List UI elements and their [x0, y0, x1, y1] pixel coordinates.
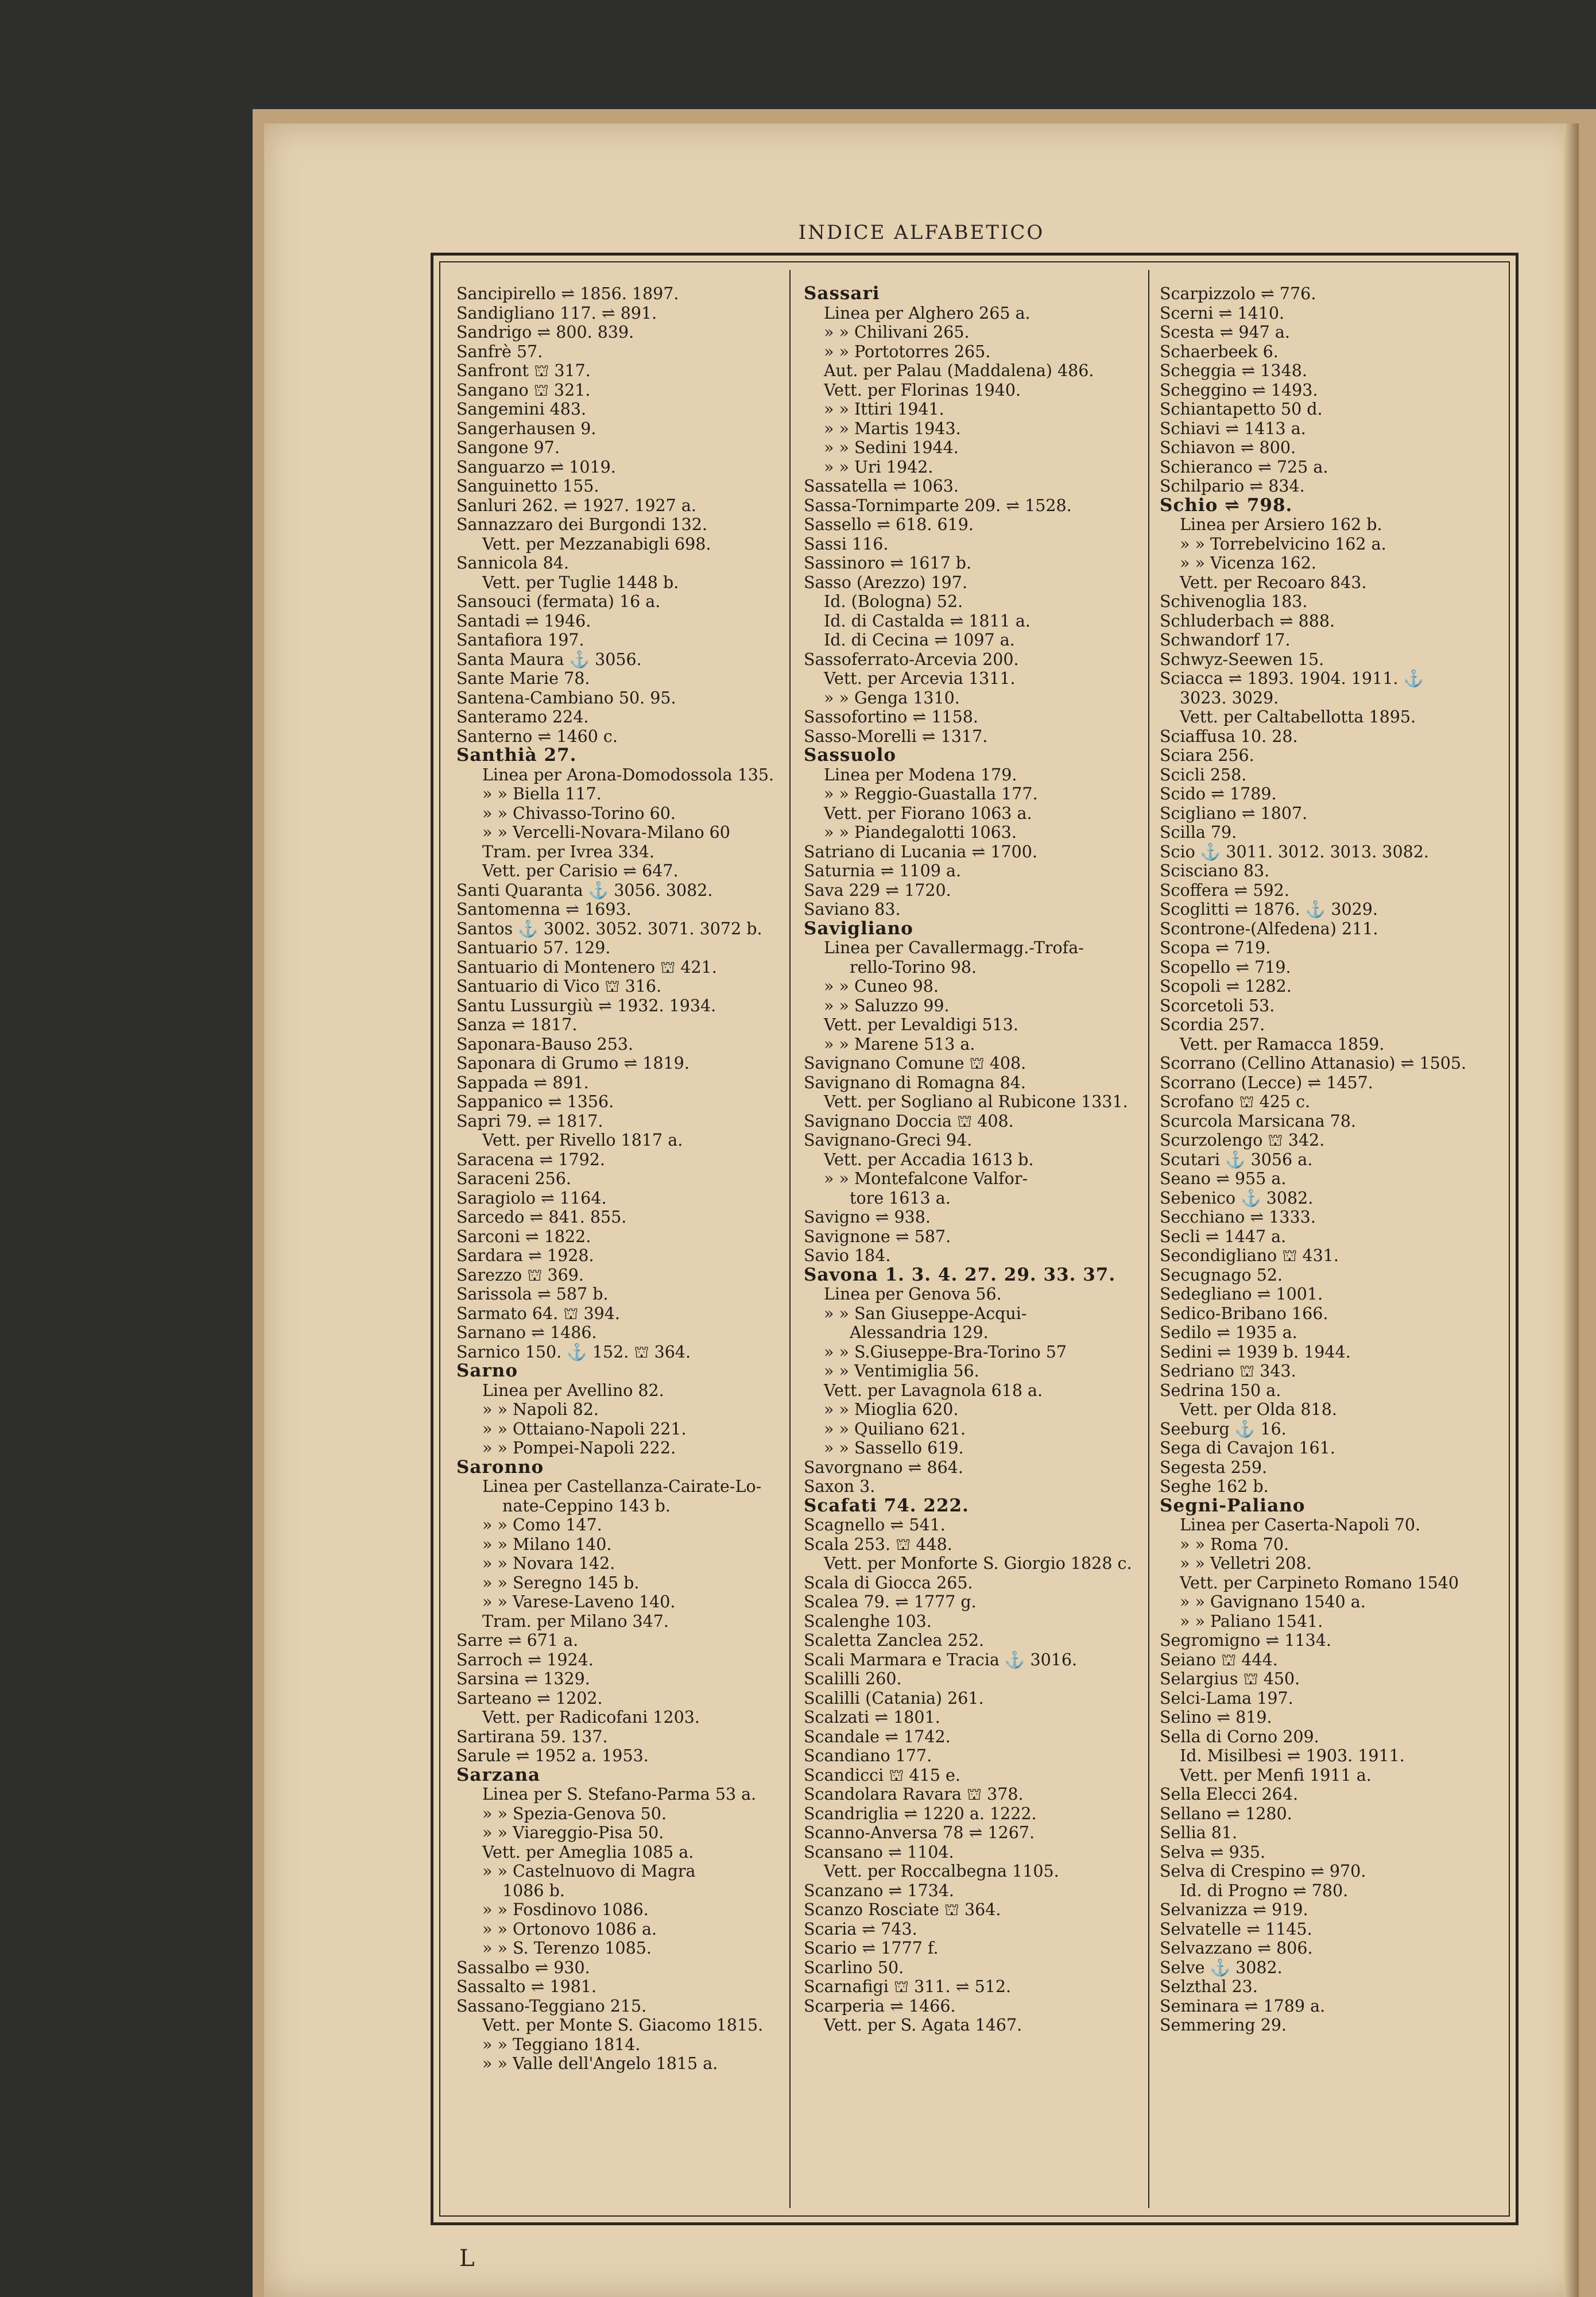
index-heading: Segni-Paliano	[1160, 1495, 1306, 1516]
index-entry: » » Cuneo 98.	[824, 977, 939, 996]
index-entry: Scalea 79. ⇌ 1777 g.	[804, 1592, 977, 1611]
index-entry: » » Ortonovo 1086 a.	[482, 1919, 657, 1939]
index-entry: Sella di Corno 209.	[1160, 1727, 1319, 1746]
index-entry: Id. di Progno ⇌ 780.	[1180, 1881, 1349, 1900]
index-entry: Schwyz-Seewen 15.	[1160, 649, 1324, 669]
index-entry: Seghe 162 b.	[1160, 1477, 1269, 1496]
index-entry: » » Velletri 208.	[1180, 1554, 1312, 1573]
index-entry: Vett. per Tuglie 1448 b.	[482, 573, 679, 592]
index-entry: Scorrano (Cellino Attanasio) ⇌ 1505.	[1160, 1054, 1467, 1073]
index-entry: Schiavon ⇌ 800.	[1160, 438, 1296, 457]
index-entry: Vett. per Accadia 1613 b.	[824, 1150, 1034, 1169]
index-entry: Santa Maura ⚓ 3056.	[456, 649, 642, 669]
index-entry: Sarcedo ⇌ 841. 855.	[456, 1208, 627, 1227]
index-entry: Sangone 97.	[456, 438, 560, 457]
index-entry: Vett. per Recoaro 843.	[1180, 573, 1367, 592]
index-entry: Savigno ⇌ 938.	[804, 1208, 931, 1227]
page-header: INDICE ALFABETICO	[798, 221, 1045, 244]
index-entry: Sarsina ⇌ 1329.	[456, 1669, 590, 1688]
index-entry: Sapri 79. ⇌ 1817.	[456, 1111, 603, 1131]
index-entry: Schivenoglia 183.	[1160, 592, 1308, 611]
index-entry: Sellia 81.	[1160, 1823, 1238, 1842]
index-entry: » » Vicenza 162.	[1180, 554, 1316, 573]
index-entry: Vett. per Menfi 1911 a.	[1180, 1765, 1372, 1785]
index-entry: Vett. per Ameglia 1085 a.	[482, 1842, 694, 1862]
index-entry: Sarissola ⇌ 587 b.	[456, 1285, 609, 1304]
index-entry: » » S. Terenzo 1085.	[482, 1939, 652, 1958]
index-entry: Vett. per Arcevia 1311.	[824, 669, 1016, 688]
index-entry: Sanfrè 57.	[456, 342, 543, 361]
index-entry: » » Seregno 145 b.	[482, 1573, 640, 1592]
index-entry: Savio 184.	[804, 1246, 891, 1265]
column-rule	[1148, 270, 1149, 2208]
index-column-2	[804, 284, 1145, 2205]
index-entry: » » Paliano 1541.	[1180, 1611, 1323, 1631]
index-entry: Scaletta Zanclea 252.	[804, 1631, 985, 1650]
index-entry: » » Fosdinovo 1086.	[482, 1900, 649, 1919]
index-entry: Scorrano (Lecce) ⇌ 1457.	[1160, 1073, 1373, 1092]
index-entry: Vett. per Levaldigi 513.	[824, 1015, 1018, 1034]
index-entry: Saponara di Grumo ⇌ 1819.	[456, 1054, 689, 1073]
index-entry: » » Gavignano 1540 a.	[1180, 1592, 1366, 1611]
index-entry: Saracena ⇌ 1792.	[456, 1150, 605, 1169]
index-entry: Sassinoro ⇌ 1617 b.	[804, 554, 972, 573]
page-spine	[1564, 123, 1579, 2297]
index-entry: Sappada ⇌ 891.	[456, 1073, 589, 1092]
index-entry: Santuario di Vico ⛫ 316.	[456, 977, 662, 996]
index-entry: Sebenico ⚓ 3082.	[1160, 1188, 1314, 1208]
index-entry: Selci-Lama 197.	[1160, 1688, 1293, 1708]
index-entry: Scerni ⇌ 1410.	[1160, 303, 1285, 323]
index-entry: Secchiano ⇌ 1333.	[1160, 1208, 1316, 1227]
index-entry: Id. di Castalda ⇌ 1811 a.	[824, 611, 1031, 631]
index-entry: Vett. per Caltabellotta 1895.	[1180, 707, 1416, 726]
index-entry: Vett. per Sogliano al Rubicone 1331.	[824, 1092, 1128, 1111]
index-entry: Vett. per Rivello 1817 a.	[482, 1131, 683, 1150]
index-entry: Sella Elecci 264.	[1160, 1785, 1299, 1804]
index-entry: Scesta ⇌ 947 a.	[1160, 323, 1290, 342]
index-entry: Vett. per Monte S. Giacomo 1815.	[482, 2016, 764, 2035]
index-entry: » » Teggiano 1814.	[482, 2035, 641, 2054]
index-entry: Id. (Bologna) 52.	[824, 592, 963, 611]
index-entry: » » Saluzzo 99.	[824, 996, 950, 1015]
index-entry: tore 1613 a.	[850, 1188, 951, 1208]
index-entry: » » Napoli 82.	[482, 1400, 599, 1419]
index-entry: » » Viareggio-Pisa 50.	[482, 1823, 664, 1842]
index-entry: Sanfront ⛫ 317.	[456, 361, 591, 380]
index-entry: Sannazzaro dei Burgondi 132.	[456, 515, 707, 534]
index-column-1	[456, 284, 787, 2205]
index-entry: Sante Marie 78.	[456, 669, 590, 688]
index-entry: Scido ⇌ 1789.	[1160, 784, 1277, 803]
index-entry: Vett. per Monforte S. Giorgio 1828 c.	[824, 1554, 1132, 1573]
index-heading: Sassuolo	[804, 745, 897, 765]
index-entry: Sandrigo ⇌ 800. 839.	[456, 323, 634, 342]
index-entry: Selino ⇌ 819.	[1160, 1708, 1272, 1727]
index-entry: » » Biella 117.	[482, 784, 602, 803]
index-entry: » » Como 147.	[482, 1515, 602, 1534]
index-entry: Selvatelle ⇌ 1145.	[1160, 1919, 1312, 1939]
index-entry: Sangano ⛫ 321.	[456, 380, 591, 400]
index-entry: Sangemini 483.	[456, 400, 587, 419]
index-entry: » » Roma 70.	[1180, 1534, 1289, 1554]
index-entry: Sarule ⇌ 1952 a. 1953.	[456, 1746, 649, 1765]
index-entry: Tram. per Ivrea 334.	[482, 842, 654, 861]
index-heading: Sarno	[456, 1360, 518, 1381]
index-entry: Sassello ⇌ 618. 619.	[804, 515, 974, 534]
index-entry: Selargius ⛫ 450.	[1160, 1669, 1300, 1688]
index-entry: Scurcola Marsicana 78.	[1160, 1111, 1356, 1131]
index-entry: Selzthal 23.	[1160, 1977, 1258, 1996]
index-entry: » » Quiliano 621.	[824, 1419, 966, 1438]
index-entry: 1086 b.	[502, 1881, 565, 1900]
index-entry: Savorgnano ⇌ 864.	[804, 1457, 963, 1477]
index-entry: Sarmato 64. ⛫ 394.	[456, 1304, 620, 1323]
index-entry: Santerno ⇌ 1460 c.	[456, 726, 618, 746]
index-entry: Santu Lussurgiù ⇌ 1932. 1934.	[456, 996, 716, 1015]
index-entry: » » Mioglia 620.	[824, 1400, 959, 1419]
index-entry: Linea per Cavallermagg.-Trofa-	[824, 938, 1084, 957]
index-entry: Selvazzano ⇌ 806.	[1160, 1939, 1313, 1958]
index-entry: Scalenghe 103.	[804, 1611, 932, 1631]
index-entry: Schluderbach ⇌ 888.	[1160, 611, 1335, 631]
index-entry: Linea per S. Stefano-Parma 53 a.	[482, 1785, 757, 1804]
index-entry: Schwandorf 17.	[1160, 631, 1291, 649]
index-entry: Scheggino ⇌ 1493.	[1160, 380, 1318, 400]
index-entry: Linea per Genova 56.	[824, 1285, 1002, 1304]
index-entry: Sarconi ⇌ 1822.	[456, 1227, 591, 1246]
index-entry: Santena-Cambiano 50. 95.	[456, 688, 676, 707]
index-entry: Secondigliano ⛫ 431.	[1160, 1246, 1339, 1265]
index-entry: Aut. per Palau (Maddalena) 486.	[824, 361, 1094, 380]
index-heading: Savigliano	[804, 918, 913, 939]
index-entry: Santos ⚓ 3002. 3052. 3071. 3072 b.	[456, 919, 762, 938]
index-entry: Sannicola 84.	[456, 554, 569, 573]
index-entry: Sedrina 150 a.	[1160, 1380, 1281, 1400]
index-entry: Schiantapetto 50 d.	[1160, 400, 1323, 419]
index-entry: » » Chivasso-Torino 60.	[482, 803, 676, 823]
index-entry: Tram. per Milano 347.	[482, 1611, 669, 1631]
index-entry: Vett. per Florinas 1940.	[824, 380, 1021, 400]
index-entry: Sellano ⇌ 1280.	[1160, 1804, 1292, 1823]
column-rule	[789, 270, 791, 2208]
index-entry: Saxon 3.	[804, 1477, 876, 1496]
index-entry: » » Piandegalotti 1063.	[824, 823, 1017, 842]
index-heading: Santhià 27.	[456, 745, 577, 765]
index-entry: Scandolara Ravara ⛫ 378.	[804, 1785, 1024, 1804]
index-entry: Sancipirello ⇌ 1856. 1897.	[456, 284, 679, 303]
index-entry: Scandriglia ⇌ 1220 a. 1222.	[804, 1804, 1037, 1823]
index-entry: Sassano-Teggiano 215.	[456, 1996, 647, 2016]
index-entry: Sedilo ⇌ 1935 a.	[1160, 1323, 1297, 1342]
index-entry: Segesta 259.	[1160, 1457, 1268, 1477]
index-entry: Sassofortino ⇌ 1158.	[804, 707, 978, 726]
index-entry: Sasso-Morelli ⇌ 1317.	[804, 726, 988, 746]
index-entry: » » Sassello 619.	[824, 1438, 964, 1457]
index-entry: Vett. per Carpineto Romano 1540	[1180, 1573, 1459, 1592]
index-entry: Scario ⇌ 1777 f.	[804, 1939, 939, 1958]
index-entry: nate-Ceppino 143 b.	[502, 1496, 671, 1515]
index-entry: Sedico-Bribano 166.	[1160, 1304, 1328, 1323]
index-entry: Scanzano ⇌ 1734.	[804, 1881, 954, 1900]
index-entry: Saraceni 256.	[456, 1169, 571, 1188]
index-entry: » » Spezia-Genova 50.	[482, 1804, 667, 1823]
index-entry: Scio ⚓ 3011. 3012. 3013. 3082.	[1160, 842, 1429, 861]
index-entry: Sarnano ⇌ 1486.	[456, 1323, 597, 1342]
index-entry: Sedegliano ⇌ 1001.	[1160, 1285, 1323, 1304]
index-entry: Santafiora 197.	[456, 631, 584, 649]
index-entry: Sartirana 59. 137.	[456, 1727, 608, 1746]
index-entry: Seiano ⛫ 444.	[1160, 1650, 1278, 1669]
index-entry: Scandiano 177.	[804, 1746, 932, 1765]
index-entry: Sassoferrato-Arcevia 200.	[804, 649, 1019, 669]
index-entry: Alessandria 129.	[850, 1323, 989, 1342]
index-entry: Seano ⇌ 955 a.	[1160, 1169, 1287, 1188]
index-entry: Scala 253. ⛫ 448.	[804, 1534, 952, 1554]
index-entry: Linea per Alghero 265 a.	[824, 303, 1031, 323]
index-entry: Vett. per Ramacca 1859.	[1180, 1034, 1385, 1054]
index-entry: Santadi ⇌ 1946.	[456, 611, 591, 631]
index-heading: Sarzana	[456, 1764, 541, 1785]
index-entry: Sandigliano 117. ⇌ 891.	[456, 303, 657, 323]
index-entry: Scansano ⇌ 1104.	[804, 1842, 954, 1862]
index-entry: » » Castelnuovo di Magra	[482, 1862, 696, 1881]
index-entry: Scontrone-(Alfedena) 211.	[1160, 919, 1378, 938]
index-entry: » » Ventimiglia 56.	[824, 1362, 979, 1380]
index-heading: Saronno	[456, 1456, 544, 1478]
index-entry: Sansouci (fermata) 16 a.	[456, 592, 661, 611]
index-entry: » » Chilivani 265.	[824, 323, 970, 342]
index-entry: Scurzolengo ⛫ 342.	[1160, 1131, 1325, 1150]
index-entry: Scopoli ⇌ 1282.	[1160, 977, 1292, 996]
index-entry: Schilpario ⇌ 834.	[1160, 477, 1305, 496]
index-entry: Selva ⇌ 935.	[1160, 1842, 1266, 1862]
index-entry: » » Novara 142.	[482, 1554, 615, 1573]
index-entry: Sarnico 150. ⚓ 152. ⛫ 364.	[456, 1342, 691, 1362]
index-entry: Scrofano ⛫ 425 c.	[1160, 1092, 1311, 1111]
index-entry: Scicli 258.	[1160, 765, 1247, 784]
index-entry: Scarperia ⇌ 1466.	[804, 1996, 956, 2016]
index-entry: Vett. per Radicofani 1203.	[482, 1708, 700, 1727]
index-entry: » » Genga 1310.	[824, 688, 960, 707]
index-entry: Scali Marmara e Tracia ⚓ 3016.	[804, 1650, 1078, 1669]
index-entry: » » Valle dell'Angelo 1815 a.	[482, 2054, 718, 2073]
index-entry: Linea per Arsiero 162 b.	[1180, 515, 1382, 534]
index-entry: Scarnafigi ⛫ 311. ⇌ 512.	[804, 1977, 1012, 1996]
index-entry: Scoffera ⇌ 592.	[1160, 880, 1289, 900]
index-entry: Savignano-Greci 94.	[804, 1131, 973, 1150]
index-entry: Seeburg ⚓ 16.	[1160, 1419, 1287, 1438]
index-entry: Linea per Modena 179.	[824, 765, 1017, 784]
index-entry: Scarpizzolo ⇌ 776.	[1160, 284, 1316, 303]
index-entry: Linea per Caserta-Napoli 70.	[1180, 1515, 1421, 1534]
index-entry: Schaerbeek 6.	[1160, 342, 1279, 361]
index-entry: Linea per Castellanza-Cairate-Lo-	[482, 1477, 762, 1496]
index-entry: Sciaffusa 10. 28.	[1160, 726, 1298, 746]
index-entry: » » Montefalcone Valfor-	[824, 1169, 1028, 1188]
index-entry: Id. di Cecina ⇌ 1097 a.	[824, 631, 1015, 649]
index-entry: Sedriano ⛫ 343.	[1160, 1362, 1296, 1380]
index-entry: Sassatella ⇌ 1063.	[804, 477, 959, 496]
index-entry: Sarezzo ⛫ 369.	[456, 1265, 584, 1285]
index-entry: Scanno-Anversa 78 ⇌ 1267.	[804, 1823, 1035, 1842]
index-entry: Segromigno ⇌ 1134.	[1160, 1631, 1331, 1650]
index-entry: Savignano Comune ⛫ 408.	[804, 1054, 1026, 1073]
index-entry: Vett. per Mezzanabigli 698.	[482, 534, 711, 554]
index-entry: Semmering 29.	[1160, 2016, 1287, 2035]
page	[264, 123, 1579, 2297]
index-entry: Scandicci ⛫ 415 e.	[804, 1765, 960, 1785]
index-entry: » » Torrebelvicino 162 a.	[1180, 534, 1386, 554]
index-entry: » » Pompei-Napoli 222.	[482, 1438, 676, 1457]
index-entry: Sasso (Arezzo) 197.	[804, 573, 967, 592]
index-entry: Secli ⇌ 1447 a.	[1160, 1227, 1287, 1246]
index-heading: Scafati 74. 222.	[804, 1495, 969, 1516]
index-entry: Sappanico ⇌ 1356.	[456, 1092, 614, 1111]
index-entry: Sciacca ⇌ 1893. 1904. 1911. ⚓	[1160, 669, 1424, 688]
index-entry: » » Ittiri 1941.	[824, 400, 944, 419]
index-column-3	[1160, 284, 1507, 2205]
index-entry: Scalzati ⇌ 1801.	[804, 1708, 940, 1727]
index-entry: » » Portotorres 265.	[824, 342, 991, 361]
index-entry: Scarlino 50.	[804, 1958, 904, 1977]
index-entry: Scagnello ⇌ 541.	[804, 1515, 946, 1534]
index-entry: Sanza ⇌ 1817.	[456, 1015, 578, 1034]
index-entry: » » Varese-Laveno 140.	[482, 1592, 676, 1611]
index-entry: Savignone ⇌ 587.	[804, 1227, 951, 1246]
index-entry: Scigliano ⇌ 1807.	[1160, 803, 1308, 823]
index-entry: Savignano di Romagna 84.	[804, 1073, 1026, 1092]
index-entry: Sava 229 ⇌ 1720.	[804, 880, 951, 900]
index-entry: » » Milano 140.	[482, 1534, 612, 1554]
index-entry: Santi Quaranta ⚓ 3056. 3082.	[456, 880, 713, 900]
index-entry: Sangerhausen 9.	[456, 419, 596, 438]
index-entry: Santomenna ⇌ 1693.	[456, 900, 632, 919]
index-entry: » » S.Giuseppe-Bra-Torino 57	[824, 1342, 1067, 1362]
index-entry: Satriano di Lucania ⇌ 1700.	[804, 842, 1037, 861]
index-entry: Linea per Arona-Domodossola 135.	[482, 765, 774, 784]
index-entry: Scutari ⚓ 3056 a.	[1160, 1150, 1313, 1169]
index-entry: Scalilli (Catania) 261.	[804, 1688, 984, 1708]
index-entry: 3023. 3029.	[1180, 688, 1279, 707]
index-entry: Scordia 257.	[1160, 1015, 1265, 1034]
index-entry: Scisciano 83.	[1160, 861, 1270, 880]
index-entry: Sardara ⇌ 1928.	[456, 1246, 594, 1265]
index-entry: Sedini ⇌ 1939 b. 1944.	[1160, 1342, 1351, 1362]
index-frame	[431, 253, 1518, 2225]
index-entry: Scheggia ⇌ 1348.	[1160, 361, 1307, 380]
index-entry: Scopa ⇌ 719.	[1160, 938, 1271, 957]
index-entry: Scala di Giocca 265.	[804, 1573, 973, 1592]
index-entry: Scaria ⇌ 743.	[804, 1919, 917, 1939]
index-entry: Saturnia ⇌ 1109 a.	[804, 861, 962, 880]
index-entry: Scilla 79.	[1160, 823, 1237, 842]
index-entry: » » Vercelli-Novara-Milano 60	[482, 823, 730, 842]
index-entry: Vett. per Carisio ⇌ 647.	[482, 861, 679, 880]
index-entry: Id. Misilbesi ⇌ 1903. 1911.	[1180, 1746, 1405, 1765]
index-entry: Sassi 116.	[804, 534, 889, 554]
index-entry: Santuario di Montenero ⛫ 421.	[456, 957, 717, 977]
index-heading: Savona 1. 3. 4. 27. 29. 33. 37.	[804, 1264, 1116, 1285]
index-entry: Vett. per Olda 818.	[1180, 1400, 1337, 1419]
index-entry: » » Sedini 1944.	[824, 438, 959, 457]
index-heading: Sassari	[804, 284, 880, 304]
index-entry: Sarroch ⇌ 1924.	[456, 1650, 594, 1669]
page-footer-letter: L	[459, 2245, 475, 2272]
index-entry: Selve ⚓ 3082.	[1160, 1958, 1283, 1977]
index-entry: Vett. per Roccalbegna 1105.	[824, 1862, 1059, 1881]
index-entry: Saviano 83.	[804, 900, 901, 919]
index-entry: » » San Giuseppe-Acqui-	[824, 1304, 1027, 1323]
index-entry: Santuario 57. 129.	[456, 938, 611, 957]
index-entry: Vett. per S. Agata 1467.	[824, 2016, 1022, 2035]
index-entry: » » Martis 1943.	[824, 419, 961, 438]
index-entry: Sanguarzo ⇌ 1019.	[456, 457, 616, 477]
index-entry: Sarteano ⇌ 1202.	[456, 1688, 603, 1708]
index-entry: Sassalto ⇌ 1981.	[456, 1977, 597, 1996]
index-entry: Sciara 256.	[1160, 746, 1254, 765]
index-entry: Scopello ⇌ 719.	[1160, 957, 1291, 977]
index-entry: Sassalbo ⇌ 930.	[456, 1958, 590, 1977]
index-entry: Seminara ⇌ 1789 a.	[1160, 1996, 1326, 2016]
index-entry: Vett. per Lavagnola 618 a.	[824, 1380, 1043, 1400]
index-entry: Sanluri 262. ⇌ 1927. 1927 a.	[456, 496, 696, 515]
index-entry: Saponara-Bauso 253.	[456, 1034, 634, 1054]
index-entry: Sassa-Tornimparte 209. ⇌ 1528.	[804, 496, 1072, 515]
index-entry: Saragiolo ⇌ 1164.	[456, 1188, 607, 1208]
index-entry: Scalilli 260.	[804, 1669, 902, 1688]
index-entry: Santeramo 224.	[456, 707, 589, 726]
index-entry: Selvanizza ⇌ 919.	[1160, 1900, 1308, 1919]
index-entry: Linea per Avellino 82.	[482, 1380, 664, 1400]
index-entry: Scandale ⇌ 1742.	[804, 1727, 951, 1746]
index-entry: Selva di Crespino ⇌ 970.	[1160, 1862, 1366, 1881]
index-entry: » » Ottaiano-Napoli 221.	[482, 1419, 687, 1438]
index-entry: Scoglitti ⇌ 1876. ⚓ 3029.	[1160, 900, 1378, 919]
index-entry: » » Uri 1942.	[824, 457, 933, 477]
index-entry: Sega di Cavajon 161.	[1160, 1438, 1335, 1457]
index-entry: Scanzo Rosciate ⛫ 364.	[804, 1900, 1001, 1919]
index-entry: Sanguinetto 155.	[456, 477, 599, 496]
index-entry: Scorcetoli 53.	[1160, 996, 1275, 1015]
index-heading: Schio ⇌ 798.	[1160, 494, 1293, 516]
index-entry: Schiavi ⇌ 1413 a.	[1160, 419, 1306, 438]
index-entry: rello-Torino 98.	[850, 957, 977, 977]
index-entry: » » Reggio-Guastalla 177.	[824, 784, 1038, 803]
index-entry: » » Marene 513 a.	[824, 1034, 975, 1054]
index-entry: Secugnago 52.	[1160, 1265, 1283, 1285]
index-entry: Sarre ⇌ 671 a.	[456, 1631, 579, 1650]
index-entry: Savignano Doccia ⛫ 408.	[804, 1111, 1014, 1131]
index-entry: Schieranco ⇌ 725 a.	[1160, 457, 1328, 477]
index-entry: Vett. per Fiorano 1063 a.	[824, 803, 1032, 823]
